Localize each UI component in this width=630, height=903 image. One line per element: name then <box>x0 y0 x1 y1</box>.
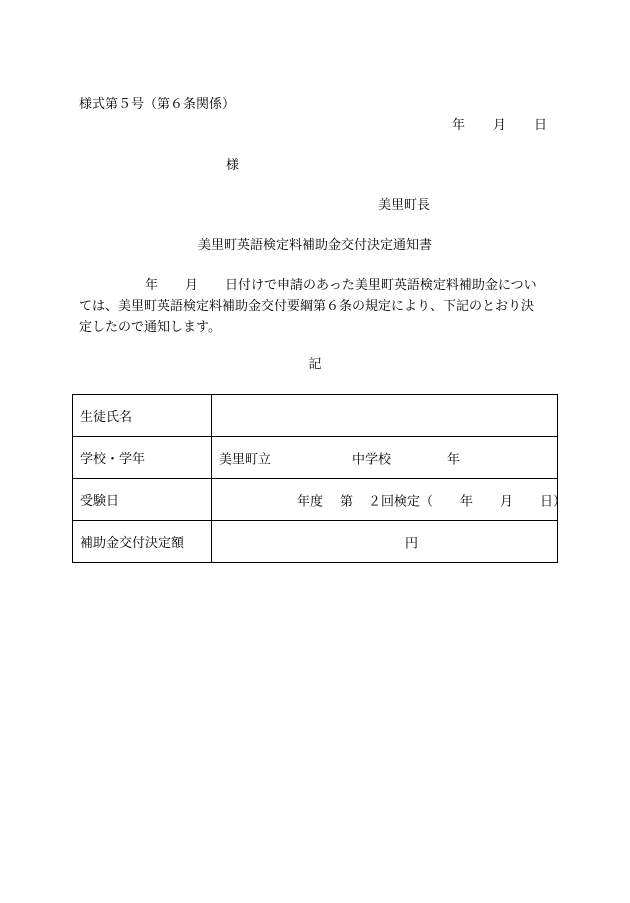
info-table <box>72 394 567 563</box>
date-day: 日 <box>534 118 548 133</box>
table-row <box>73 437 558 479</box>
exam-dai: 第 <box>340 494 354 509</box>
body-line-2: ては、美里町英語検定料補助金交付要綱第６条の規定により、下記のとおり決 <box>79 299 535 314</box>
subsidy-amount-label: 補助金交付決定額 <box>73 521 212 563</box>
grade-suffix: 年 <box>447 452 461 467</box>
date-year: 年 <box>452 118 466 133</box>
body-text <box>79 275 549 338</box>
subsidy-amount-value <box>212 521 558 563</box>
yen-unit: 円 <box>405 536 419 551</box>
body-line-3: 定したので通知します。 <box>79 320 221 335</box>
form-number: 様式第５号（第６条関係） <box>79 97 236 112</box>
recipient-honorific: 様 <box>226 158 240 173</box>
table-row <box>73 479 558 521</box>
exam-date-value <box>212 479 567 521</box>
exam-month: 月 <box>500 494 514 509</box>
exam-fiscal-year: 年度 <box>297 494 324 509</box>
school-town: 美里町立 <box>219 452 272 467</box>
date-line <box>452 118 547 134</box>
table-row <box>73 521 558 563</box>
exam-date-label: 受験日 <box>73 479 212 521</box>
exam-year: 年 <box>460 494 474 509</box>
exam-session: ２回検定（ <box>368 494 434 509</box>
body-line-1 <box>79 275 549 296</box>
school-grade-value <box>212 437 558 479</box>
school-grade-label: 学校・学年 <box>73 437 212 479</box>
date-month: 月 <box>493 118 507 133</box>
school-suffix: 中学校 <box>352 452 392 467</box>
student-name-label: 生徒氏名 <box>73 395 212 437</box>
student-name-value <box>212 395 558 437</box>
document-title: 美里町英語検定料補助金交付決定通知書 <box>197 238 432 253</box>
table-row <box>73 395 558 437</box>
body-month: 月 <box>185 278 199 293</box>
body-year: 年 <box>145 278 159 293</box>
exam-day: 日） <box>540 494 567 509</box>
body-line-1-rest: 日付けで申請のあった美里町英語検定料補助金につい <box>225 278 537 293</box>
issuer-name: 美里町長 <box>378 198 431 213</box>
ki-heading: 記 <box>308 357 322 372</box>
